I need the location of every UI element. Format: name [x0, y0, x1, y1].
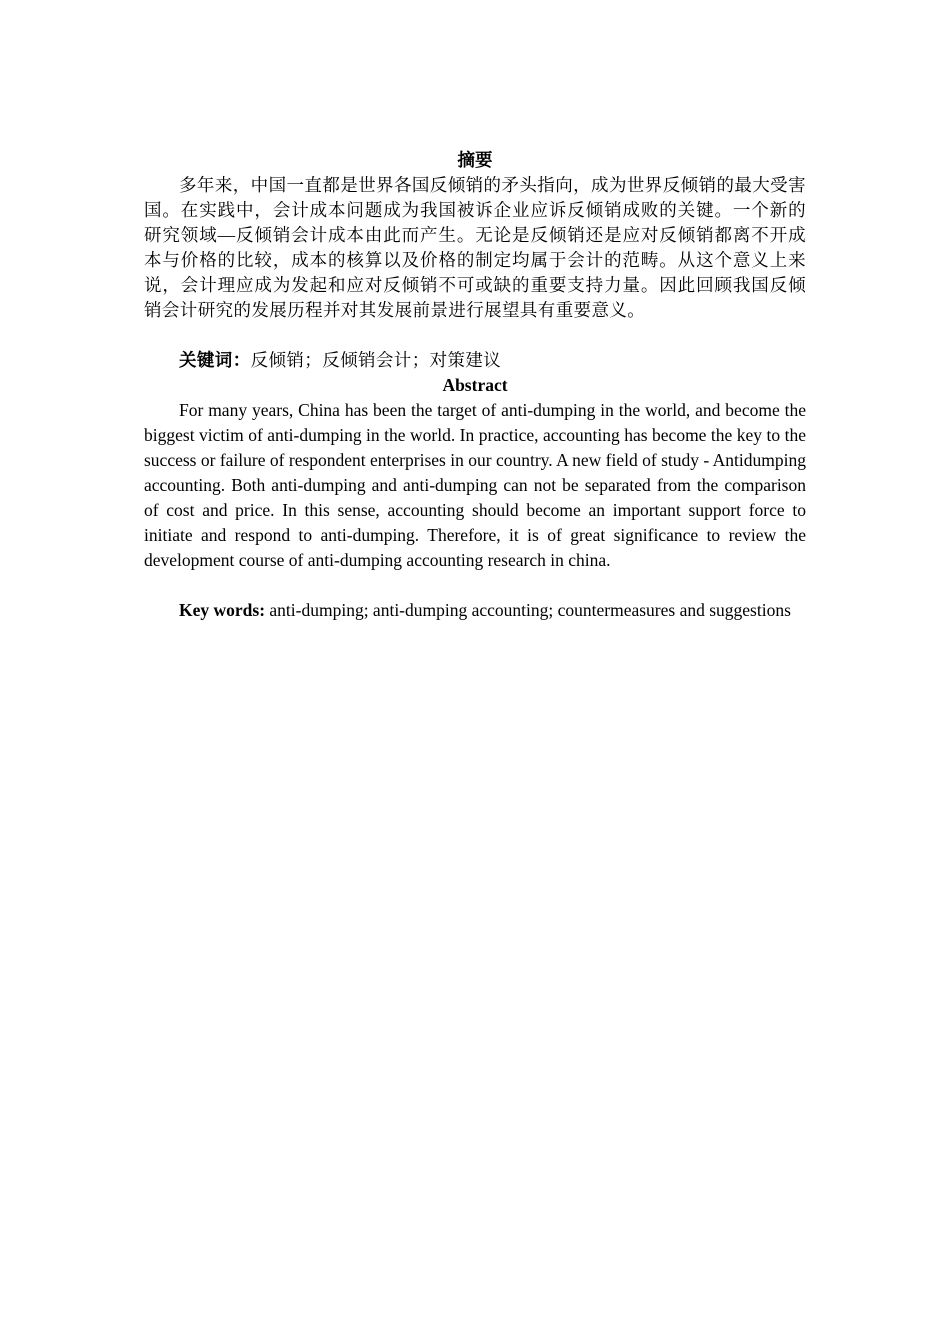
document-page [144, 148, 806, 623]
chinese-keywords-label: 关键词： [179, 350, 251, 370]
chinese-keywords [144, 348, 806, 373]
chinese-keywords-text: 反倾销；反倾销会计；对策建议 [250, 350, 502, 370]
english-keywords [144, 598, 806, 623]
english-abstract-heading: Abstract [442, 375, 508, 395]
english-abstract-body: For many years, China has been the target of anti-dumping in the world, and become the biggest victim of anti-dumping in the world. In practice, accounting has become the key to the success or failure of respondent enterprises in our country. A new field of study - Antidumping accounting. Both anti-dumping and anti-dumping can not be separated from the comparison of cost and price. In this sense, accounting should become an important support force to initiate and respond to anti-dumping. Therefore, it is of great significance to review the development course of anti-dumping accounting research in china. [144, 400, 806, 570]
spacer [144, 573, 806, 598]
chinese-abstract-heading: 摘要 [457, 150, 493, 170]
chinese-abstract-body: 多年来，中国一直都是世界各国反倾销的矛头指向，成为世界反倾销的最大受害国。在实践中，会计成本问题成为我国被诉企业应诉反倾销成败的关键。一个新的研究领域—反倾销会计成本由此而产生。无论是反倾销还是应对反倾销都离不开成本与价格的比较，成本的核算以及价格的制定均属于会计的范畴。从这个意义上来说，会计理应成为发起和应对反倾销不可或缺的重要支持力量。因此回顾我国反倾销会计研究的发展历程并对其发展前景进行展望具有重要意义。 [144, 175, 806, 320]
english-keywords-label: Key words: [179, 600, 270, 620]
english-keywords-text: anti-dumping; anti-dumping accounting; countermeasures and suggestions [269, 600, 791, 620]
spacer [144, 323, 806, 348]
